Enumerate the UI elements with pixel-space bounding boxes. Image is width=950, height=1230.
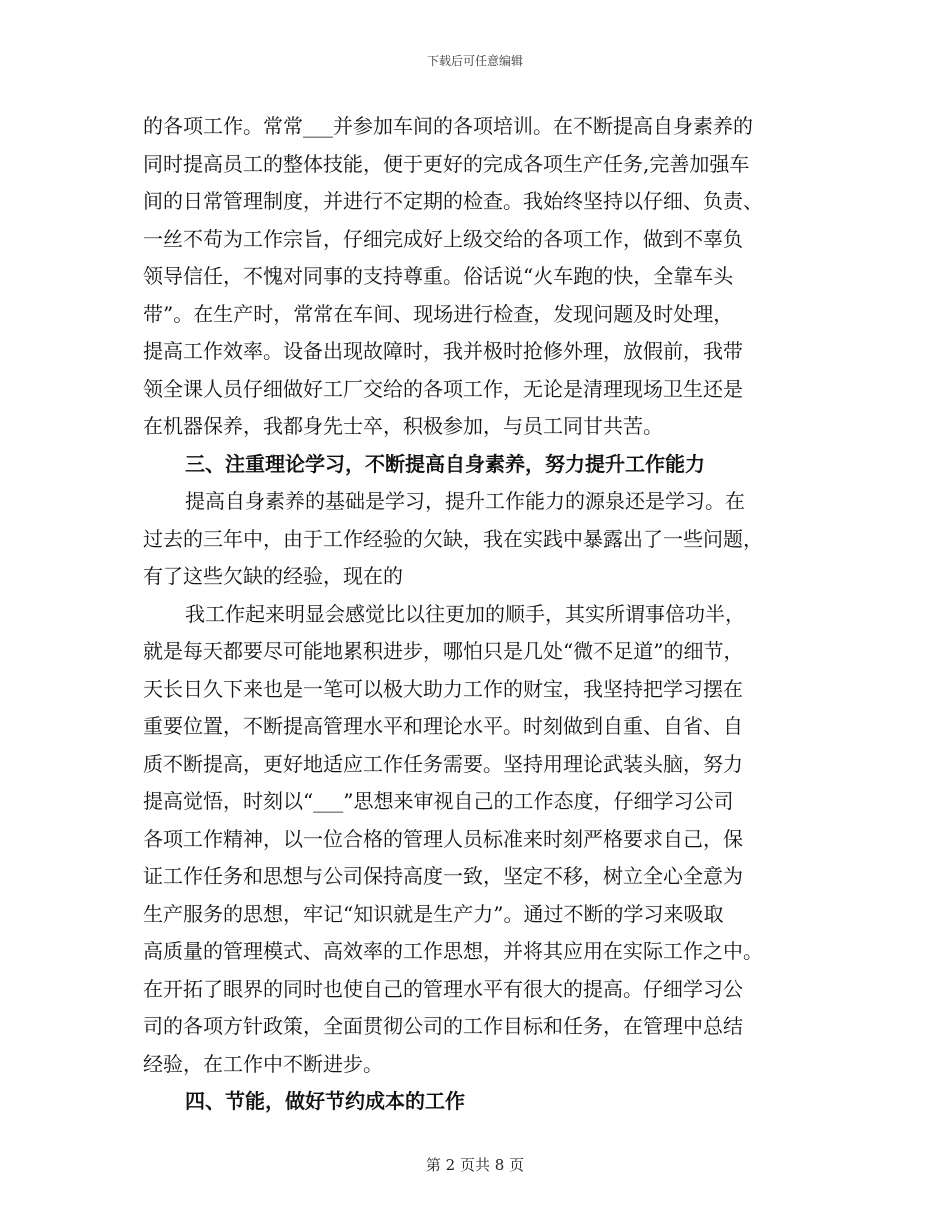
body-line: 的各项工作。常常___并参加车间的各项培训。在不断提高自身素养的 (143, 114, 753, 138)
body-line: 在开拓了眼界的同时也使自己的管理水平有很大的提高。仔细学习公 (143, 976, 743, 1001)
body-line: 经验，在工作中不断进步。 (143, 1051, 383, 1076)
body-line: 提高觉悟，时刻以“___”思想来审视自己的工作态度，仔细学习公司 (143, 789, 734, 813)
section-heading-4: 四、节能，做好节约成本的工作 (185, 1089, 465, 1113)
body-line: 质不断提高，更好地适应工作任务需要。坚持用理论武装头脑，努力 (143, 751, 743, 776)
body-line: 间的日常管理制度，并进行不定期的检查。我始终坚持以仔细、负责、 (143, 189, 763, 213)
body-line: 过去的三年中，由于工作经验的欠缺，我在实践中暴露出了一些问题， (143, 526, 763, 551)
page-header: 下载后可任意编辑 (426, 54, 523, 68)
section-heading-3: 三、注重理论学习，不断提高自身素养，努力提升工作能力 (185, 451, 705, 476)
body-line: 带”。在生产时，常常在车间、现场进行检查，发现问题及时处理， (143, 301, 734, 326)
body-line: 重要位置，不断提高管理水平和理论水平。时刻做到自重、自省、自 (143, 714, 743, 738)
body-line: 领导信任，不愧对同事的支持尊重。俗话说“火车跑的快，全靠车头 (143, 264, 734, 288)
body-line: 就是每天都要尽可能地累积进步，哪怕只是几处“微不足道”的细节， (143, 639, 744, 663)
body-line: 我工作起来明显会感觉比以往更加的顺手，其实所谓事倍功半， (185, 601, 745, 626)
body-line: 生产服务的思想，牢记“知识就是生产力”。通过不断的学习来吸取 (143, 901, 724, 926)
body-line: 提高工作效率。设备出现故障时，我并极时抢修外理，放假前，我带 (143, 339, 743, 363)
body-line: 有了这些欠缺的经验，现在的 (143, 564, 403, 588)
body-line: 各项工作精神，以一位合格的管理人员标准来时刻严格要求自己，保 (143, 826, 743, 851)
document-body (143, 108, 807, 1121)
body-line: 高质量的管理模式、高效率的工作思想，并将其应用在实际工作之中。 (143, 939, 763, 963)
body-line: 同时提高员工的整体技能，便于更好的完成各项生产任务,完善加强车 (143, 151, 750, 176)
body-line: 提高自身素养的基础是学习，提升工作能力的源泉还是学习。在 (185, 489, 745, 513)
body-line: 在机器保养，我都身先士卒，积极参加，与员工同甘共苦。 (143, 414, 663, 438)
body-line: 证工作任务和思想与公司保持高度一致，坚定不移，树立全心全意为 (143, 864, 743, 888)
body-line: 天长日久下来也是一笔可以极大助力工作的财宝，我坚持把学习摆在 (143, 676, 743, 701)
page-number: 第 2 页共 8 页 (425, 1156, 525, 1174)
body-line: 一丝不苟为工作宗旨，仔细完成好上级交给的各项工作，做到不辜负 (143, 226, 743, 251)
body-line: 领全课人员仔细做好工厂交给的各项工作，无论是清理现场卫生还是 (143, 376, 743, 401)
body-line: 司的各项方针政策，全面贯彻公司的工作目标和任务，在管理中总结 (143, 1014, 743, 1038)
